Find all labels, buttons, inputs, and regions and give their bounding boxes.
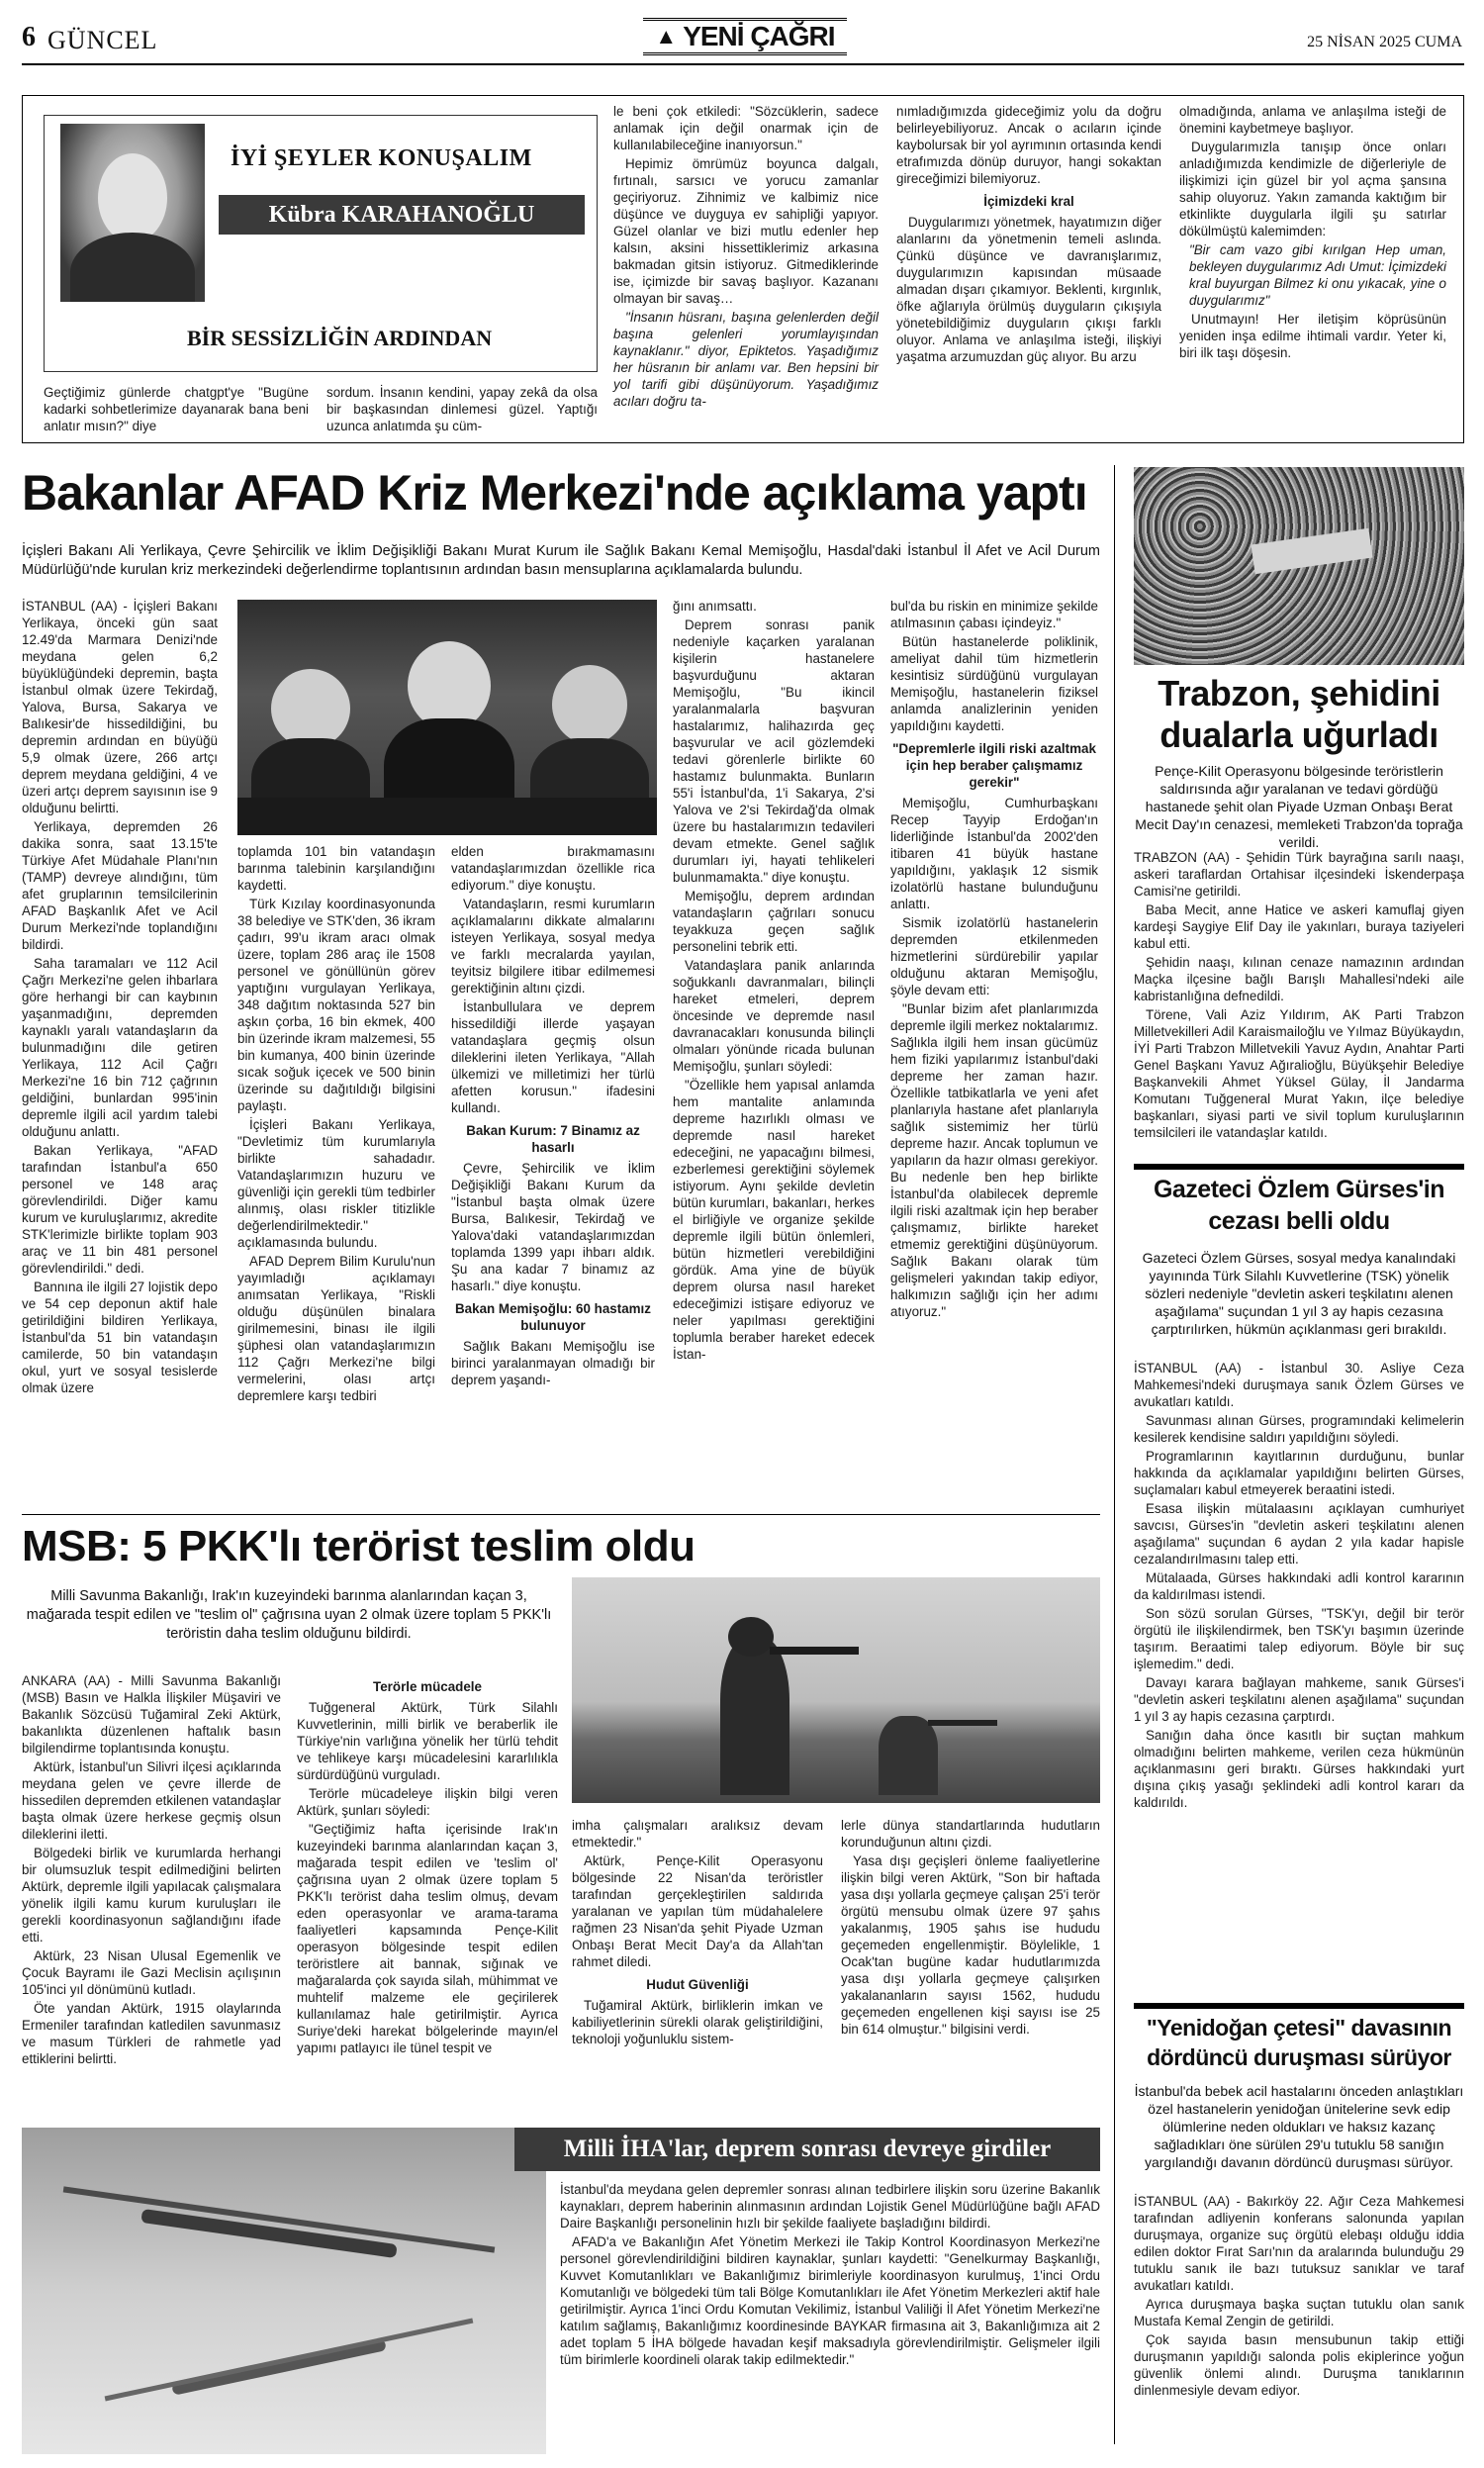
paragraph: Öte yandan Aktürk, 1915 olaylarında Ermeniler tarafından katledilen savunmasız ve masum Türkleri de rahmetle yad ettiklerini belirtti. <box>22 2001 281 2066</box>
paragraph: Vatandaşlara panik anlarında soğukkanlı davranmaları, bilinçli hareket etmeleri, deprem öncesinde ve depremde nasıl davranacakları konusunda bilinçli olmaları yönünde ricada bulunan Memişoğlu, şunları söyledi: <box>673 958 875 1074</box>
paragraph: Sağlık Bakanı Memişoğlu ise birinci yaralanmayan olmadığı bir deprem yaşandı- <box>451 1339 655 1387</box>
paragraph: Hepimiz ömrümüz boyunca dalgalı, fırtınalı, sarsıcı ve yorucu zamanlar geçiriyoruz. Zihnimiz ve kalbimiz nice düşünce ve duyguya ev sahipliği yapıyor. Güzel olanlar ve bizi mutlu edenler hep kalsın, aksini hissettiklerimiz arkasına bakmadan gitsin istiyoruz. Gitmediklerinde ise, içimizde bir savaş başlıyor. Kazananı olmayan bir savaş… <box>613 156 879 306</box>
iha-body <box>560 2181 1100 2370</box>
paragraph: İSTANBUL (AA) - Bakırköy 22. Ağır Ceza Mahkemesi tarafından adliyenin konferans salonunda yapılan duruşmaya, organize suç örgütü elebaşı olduğu iddia edilen doktor Fırat Sarı'nın da aralarında bulunduğu 29 tutuklu sanık ile bazı tutuksuz sanıklar ve taraf avukatları katıldı. <box>1134 2194 1464 2293</box>
paragraph: Bakan Yerlikaya, "AFAD tarafından İstanbul'a 650 personel ve 148 araç görevlendirildi. Diğer kamu kurum ve kuruluşlarımız, akredite STK'lerimizle birlikte toplam 903 araç ve 11 bin 481 personel görevlendirildi." dedi. <box>22 1143 218 1276</box>
paragraph: Deprem sonrası panik nedeniyle kaçarken yaralanan kişilerin hastanelere başvurduğunu aktaran Memişoğlu, "Bu ikincil yaralanmalarla başvuran hastalarımız, halihazırda geç başvurular ve acil gözlemdeki tedavi görenlerle birlikte 60 hastamız bulunmakta. Bunların 55'i İstanbul'da, 1'i Sakarya, 2'si Yalova ve 2'si Tekirdağ'da olmak üzere bu hastalarımızın tedavileri devam etmekte. Genel sağlık durumları iyi, hayati tehlikeleri bulunmamakta." diye konuştu. <box>673 617 875 885</box>
page-number: 6 <box>22 22 36 52</box>
paragraph: Törene, Vali Aziz Yıldırım, AK Parti Trabzon Milletvekilleri Adil Karaismailoğlu ve Yılmaz Büyükaydın, İYİ Parti Trabzon Milletvekili Yavuz Aydın, Anahtar Parti Genel Başkanı Yavuz Ağıralioğlu, Büyükşehir Belediye Başkanvekili Ahmet Yüksel Gülay, İl Jandarma Komutanı Tuğgeneral Murat Yakın, ilçe belediye başkanları, siyasi parti ve sivil toplum kuruluşlarının temsilcileri ile vatandaşlar katıldı. <box>1134 1007 1464 1140</box>
paragraph: Unutmayın! Her iletişim köprüsünün yeniden inşa edilme ihtimali vardır. Yeter ki, biri ilk taşı döşesin. <box>1179 312 1446 360</box>
msb-top-rule <box>22 1514 1100 1515</box>
paragraph: Bölgedeki birlik ve kurumlarda herhangi bir olumsuzluk tespit edilmediğini belirten Aktürk, depremle ilgili yapılacak çalışmalara yönelik ilgili kamu kurum kuruluşları ile gerekli koordinasyonun sağlandığını ifade etti. <box>22 1846 281 1945</box>
afad-deck: İçişleri Bakanı Ali Yerlikaya, Çevre Şehircilik ve İklim Değişikliği Bakanı Murat Kurum ile Sağlık Bakanı Kemal Memişoğlu, Hasdal'daki İstanbul İl Afet ve Acil Durum Müdürlüğü'nde kurulan kriz merkezindeki değerlendirme toplantısının ardından basın mensuplarına açıklamalarda bulundu. <box>22 543 1100 578</box>
paragraph: Memişoğlu, Cumhurbaşkanı Recep Tayyip Erdoğan'ın liderliğinde İstanbul'da 2002'den itibaren 41 büyük hastane yapıldığını, yaklaşık 12 sismik izolatörlü hastane bulunduğunu anlattı. <box>890 796 1098 911</box>
headline-line: "Yenidoğan çetesi" davasının <box>1146 2015 1452 2041</box>
paragraph: AFAD Deprem Bilim Kurulu'nun yayımladığı açıklamayı anımsatan Yerlikaya, "Riskli olduğu düşünülen binalara girilmemesini, binası ile ilgili şüphesi olan vatandaşlarımızın 112 Çağrı Merkezi'ne bilgi vermelerini, olası artçı depremlere karşı tedbiri <box>237 1254 435 1403</box>
paragraph: Vatandaşların, resmi kurumların açıklamalarını dikkate almalarını isteyen Yerlikaya, sosyal medya ve farklı mecralarda yayılan, teyitsiz bilgilere itibar edilmemesi gerektiğinin altını çizdi. <box>451 897 655 996</box>
paragraph: Esasa ilişkin mütalaasını açıklayan cumhuriyet savcısı, Gürses'in "devletin askeri teşkilatını alenen aşağılama" suçundan 6 aydan 2 yıla kadar hapisle cezalandırılmasını talep etti. <box>1134 1501 1464 1566</box>
paragraph: imha çalışmaları aralıksız devam etmektedir." <box>572 1818 823 1850</box>
afad-ministers-photo <box>237 600 657 835</box>
gurses-headline <box>1128 1174 1470 1237</box>
paragraph: Savunması alınan Gürses, programındaki kelimelerin kesilerek kendisine saldırı yapıldığını söyledi. <box>1134 1413 1464 1445</box>
iha-headline-band <box>514 2128 1100 2171</box>
paragraph: bul'da bu riskin en minimize şekilde atılmasının çabası içindeyiz." <box>890 599 1098 630</box>
paragraph: Türk Kızılay koordinasyonunda 38 belediye ve STK'den, 36 ikram çadırı, 99'u ikram aracı olmak üzere, toplam 286 araç ile 1508 personel ve gönüllünün görev yaptığını vurgulayan Yerlikaya, 348 dağıtım noktasında 527 bin aşkın çorba, 16 bin ekmek, 400 bin üzerinde ikram malzemesi, 55 bin kumanya, 400 binin üzerinde sıcak soğuk içecek ve 500 binin üzerinde su dağıtıldığı bilgisini paylaştı. <box>237 897 435 1113</box>
column-text-2: sordum. İnsanın kendini, yapay zekâ da olsa bir başkasından dinlemesi güzel. Yaptığı uzunca anlatımda şu cüm- <box>326 385 598 433</box>
headline-line: dördüncü duruşması sürüyor <box>1147 2044 1451 2070</box>
afad-col-2 <box>237 843 435 1406</box>
paragraph: Aktürk, 23 Nisan Ulusal Egemenlik ve Çocuk Bayramı ile Gazi Meclisin açılışının 105'inci yıl dönümünü kutladı. <box>22 1948 281 1997</box>
paragraph: Davayı karara bağlayan mahkeme, sanık Gürses'i "devletin askeri teşkilatını alenen aşağılama" suçundan 1 yıl 3 ay hapis cezasına çarptırdı. <box>1134 1675 1464 1724</box>
paragraph: Baba Mecit, anne Hatice ve askeri kamuflaj giyen kardeşi Saygiye Elif Day ile yakınları, buraya taziyeleri kabul etti. <box>1134 902 1464 951</box>
trabzon-deck: Pençe-Kilit Operasyonu bölgesinde teröristlerin saldırısında ağır yaralanan ve tedavi gördüğü hastanede şehit olan Piyade Uzman Onbaşı Berat Mecit Day'ın cenazesi, memleketi Trabzon'da toprağa verildi. <box>1135 763 1463 850</box>
paragraph: Aktürk, Pençe-Kilit Operasyonu bölgesinde 22 Nisan'da teröristler tarafından gerçekleştirilen saldırıda yaralanan ve yapılan tüm müdahalelere rağmen 23 Nisan'da şehit Piyade Uzman Onbaşı Berat Mecit Day'a da Allah'tan rahmet diledi. <box>572 1853 823 1969</box>
msb-col-1 <box>22 1672 281 2069</box>
uav-photo <box>22 2128 546 2454</box>
msb-col-4 <box>841 1817 1100 2040</box>
paragraph: Çevre, Şehircilik ve İklim Değişikliği Bakanı Kurum da "İstanbul başta olmak üzere Bursa, Balıkesir, Tekirdağ ve Yalova'daki vatandaşlarımızdan toplamda 1399 yapı ihbarı aldık. Şu ana kadar 7 binamız az hasarlı." diye konuştu. <box>451 1161 655 1293</box>
paragraph: Şehidin naaşı, kılınan cenaze namazının ardından Maçka ilçesine bağlı Barışlı Mahallesi'ndeki aile kabristanlığına defnedildi. <box>1134 955 1464 1003</box>
column-text-3 <box>613 103 879 412</box>
msb-deck: Milli Savunma Bakanlığı, Irak'ın kuzeyindeki barınma alanlarından kaçan 3, mağarada tespit edilen ve "teslim ol" çağrısına uyan 2 olmak üzere toplam 5 PKK'lı teröristin daha teslim olduğunu bildirdi. <box>26 1588 552 1642</box>
issue-date: 25 NİSAN 2025 CUMA <box>1307 34 1462 50</box>
afad-col-5 <box>890 598 1098 1322</box>
soldiers-photo <box>572 1577 1100 1803</box>
paragraph: elden bırakmamasını vatandaşlarımızdan özellikle rica ediyorum." diye konuştu. <box>451 844 655 893</box>
subheading: "Depremlerle ilgili riski azaltmak için hep beraber çalışmamız gerekir" <box>892 741 1096 790</box>
paragraph: Mütalaada, Gürses hakkındaki adli kontrol kararının da kaldırılması istendi. <box>1134 1570 1464 1602</box>
masthead-rule <box>22 63 1464 65</box>
paragraph: ğını anımsattı. <box>673 599 757 614</box>
section-name: GÜNCEL <box>47 26 158 54</box>
paragraph: İSTANBUL (AA) - İçişleri Bakanı Yerlikaya, önceki gün saat 12.49'da Marmara Denizi'nde meydana gelen 6,2 büyüklüğündeki depremin, başta İstanbul olmak üzere Tekirdağ, Yalova, Bursa, Sakarya ve Balıkesir'de hissedildiğini, bu depremin ardından en büyüğü 5,9 olmak üzere, 266 artçı deprem meydana geldiğini, 4 ve üzeri artçı deprem sayısının ise 9 olduğunu belirtti. <box>22 599 218 815</box>
paragraph: "Özellikle hem yapısal anlamda hem mantalite anlamında depreme hazırlıklı olması ve depremde nasıl hareket edeceğini, ne yapacağını bilmesi, ezberlemesi gerektiğini söylemek istiyorum. Aynı şekilde devletin bütün kurumları, bakanları, herkes el birliğiyle ve organize şekilde depremle ilgili bütün önlemleri, bütün hizmetleri verebildiğini gördük. Ama yine de büyük deprem olursa nasıl hareket edeceğimizi istişare ediyoruz ve neler yapılması gerektiğini toplumla beraber hareket edecek İstan- <box>673 1078 875 1362</box>
afad-headline: Bakanlar AFAD Kriz Merkezi'nde açıklama yaptı <box>22 465 1087 521</box>
afad-col-3 <box>451 843 655 1390</box>
paragraph: Terörle mücadeleye ilişkin bilgi veren Aktürk, şunları söyledi: <box>297 1786 558 1818</box>
logo-text: YENİ ÇAĞRI <box>683 21 835 51</box>
right-rail-divider <box>1114 465 1115 2444</box>
paragraph: nımladığımızda gideceğimiz yolu da doğru belirleyebiliyoruz. Ancak o acıların içinde kaybolursak bir yol ayrımının ortasında kendi etrafımızda dönüp duruyor, hangi sokaktan gireceğimizi bilemiyoruz. <box>896 104 1161 186</box>
gurses-body <box>1134 1360 1464 1813</box>
rail-rule-1 <box>1134 1164 1464 1170</box>
logo <box>643 18 847 55</box>
paragraph: Memişoğlu, deprem ardından vatandaşların çağrıları sonucu teyakkuza geçen sağlık personelini tebrik etti. <box>673 889 875 954</box>
paragraph: Ayrıca duruşmaya başka suçtan tutuklu olan sanık Mustafa Kemal Zengin de getirildi. <box>1134 2297 1464 2328</box>
paragraph: Son sözü sorulan Gürses, "TSK'yı, değil bir terör örgütü ile ilişkilendirmek, ben TSK'yı başımın üzerinde taşırım. Beraatimi talep ediyorum. Böyle bir suç işlemedim." dedi. <box>1134 1606 1464 1671</box>
paragraph: Aktürk, İstanbul'un Silivri ilçesi açıklarında meydana gelen ve çevre illerde de hissedilen depremden etkilenen vatandaşlar başta olmak üzere herkese geçmiş olsun dileklerini iletti. <box>22 1759 281 1842</box>
paragraph: Tuğamiral Aktürk, birliklerin imkan ve kabiliyetlerinin sürekli olarak geliştirildiğini, teknoloji yoğunluklu sistem- <box>572 1998 823 2046</box>
headline-line: Trabzon, şehidini <box>1158 673 1440 713</box>
paragraph: Bannına ile ilgili 27 lojistik depo ve 54 cep deponun aktif hale getirildiğini bildiren Yerlikaya, İstanbul'da 51 bin vatandaşın camilerde, 50 bin vatandaşın okul, yurt ve sosyal tesislerde olmak üzere <box>22 1280 218 1395</box>
column-text-4 <box>896 103 1161 367</box>
paragraph: ANKARA (AA) - Milli Savunma Bakanlığı (MSB) Basın ve Halkla İlişkiler Müşaviri ve Bakanlık Sözcüsü Tuğamiral Zeki Aktürk, bakanlıkta düzenlenen haftalık basın bilgilendirme toplantısında konuştu. <box>22 1673 281 1756</box>
iha-headline: Milli İHA'lar, deprem sonrası devreye girdiler <box>563 2136 1052 2162</box>
trabzon-body <box>1134 849 1464 1143</box>
paragraph: Programlarının kayıtlarının durduğunu, bunlar hakkında da açıklamalar yapıldığını belirten Gürses, suçlamaları kabul etmeyerek beraatini istedi. <box>1134 1449 1464 1497</box>
paragraph: İstanbullulara ve deprem hissedildiği illerde yaşayan vatandaşlara geçmiş olsun dileklerini ileten Yerlikaya, "Allah ülkemizi ve milletimizi her türlü afetten korusun." ifadesini kullandı. <box>451 999 655 1115</box>
paragraph: Tuğgeneral Aktürk, Türk Silahlı Kuvvetlerinin, milli birlik ve beraberlik ile Türkiye'nin varlığına yönelik her türlü tehdit ve tehlikeye karşı mücadelesini kararlılıkla sürdürdüğünü vurguladı. <box>297 1700 558 1782</box>
subheading: Bakan Memişoğlu: 60 hastamız bulunuyor <box>455 1301 651 1333</box>
afad-col-4 <box>673 598 875 1365</box>
logo-flame-icon: ▲ <box>655 24 678 48</box>
paragraph: lerle dünya standartlarında hudutların korunduğunun altını çizdi. <box>841 1818 1100 1850</box>
funeral-crowd-photo <box>1134 467 1464 665</box>
paragraph: "Geçtiğimiz hafta içerisinde Irak'ın kuzeyindeki barınma alanlarından kaçan 3, mağarada tespit edilen ve 'teslim ol' çağrısına uyan 2 olmak üzere toplam 5 PKK'lı terörist daha teslim olmuş, devam eden operasyonlar ve arama-tarama faaliyetleri kapsamında Pençe-Kilit operasyon bölgesinde tespit edilen teröristlere ait bannak, sığınak ve mağaralarda çok sayıda silah, mühimmat ve muhtelif malzeme ele geçirilerek kullanılamaz hale getirilmiştir. Ayrıca Suriye'deki harekat bölgelerinde mayın/el yapımı patlayıcı ile tünel tespit ve <box>297 1822 558 2055</box>
paragraph: "Bunlar bizim afet planlarımızda depremle ilgili merkez noktalarımız. Sağlıkla ilgili hem insan gücümüz hem fiziki yapılarımız İstanbul'daki depreme her zaman hazır. Özellikle tatbikatlarla ve yeni afet planlarıyla hastane afet planlarıyla sağlık sistemimiz her türlü depreme hazır. Ancak toplumun ve yapıların da hazır olması gerekiyor. Bu nedenle ben hep birlikte İstanbul'da olabilecek depremle ilgili riski azaltmak için hep beraber çalışmamız, birlikte hareket etmemiz gerektiğini düşünüyorum. Sağlık Bakanı olarak tüm gelişmeleri yakından takip ediyor, halkımızın sağlığı için her adımı atıyoruz." <box>890 1001 1098 1319</box>
paragraph: Saha taramaları ve 112 Acil Çağrı Merkezi'ne gelen ihbarlara göre herhangi bir can kaybının yaşanmadığını, depremden kaynaklı yaralı vatandaşların da bulunmadığını dile getiren Yerlikaya, 112 Acil Çağrı Merkezi'ne 16 bin 712 çağrının geldiğini, bunlardan 995'inin depremle ilgili acil yardım talebi olduğunu anlattı. <box>22 956 218 1139</box>
trabzon-headline <box>1128 673 1470 756</box>
paragraph: Duygularımızı yönetmek, hayatımızın diğer alanlarını da yönetmenin temeli aslında. Çünkü düşünce ve davranışlarımız, duygularımızın kapısından müsaade almadan dışarı çıkamıyor. Beklenti, kırgınlık, öfke ağlarıyla örülmüş duyguların çıkışıyla yönetebildiğimiz duyguların çıkışı farklı oluyor. Anlama ve anlaşılma isteği, ilişkiyi yaşatma arzumuzdan güç alıyor. Bu arzu <box>896 215 1161 364</box>
paragraph: TRABZON (AA) - Şehidin Türk bayrağına sarılı naaşı, askeri taraflardan Ortahisar ilçesindeki İskenderpaşa Camisi'ne getirildi. <box>1134 850 1464 899</box>
paragraph: Sismik izolatörlü hastanelerin depremden etkilenmeden hizmetlerini sürdürebilir yapılar olduğunu aktaran Memişoğlu, şöyle devam etti: <box>890 915 1098 997</box>
subheading: Terörle mücadele <box>373 1679 482 1694</box>
author-photo <box>60 124 205 302</box>
yenidogan-deck: İstanbul'da bebek acil hastalarını önceden anlaştıkları özel hastanelerin yenidoğan ünitelerine sevk edip ölümlerine neden oldukları ve haksız kazanç sağladıkları öne sürülen 29'u tutuklu 58 sanığın yargılandığı davanın dördüncü duruşması sürüyor. <box>1134 2083 1464 2170</box>
paragraph: toplamda 101 bin vatandaşın barınma talebinin karşılandığını kaydetti. <box>237 844 435 893</box>
columnist-box <box>44 115 598 372</box>
paragraph: İSTANBUL (AA) - İstanbul 30. Asliye Ceza Mahkemesi'ndeki duruşmaya sanık Özlem Gürses ve avukatları katıldı. <box>1134 1361 1464 1409</box>
paragraph: AFAD'a ve Bakanlığın Afet Yönetim Merkezi ile Takip Kontrol Koordinasyon Merkezi'ne personel görevlendirildiğini bildiren kaynaklar, şunları kaydetti: "Genelkurmay Başkanlığı, Kuvvet Komutanlıkları ve Bakanlığımız birimleriyle koordinasyon kurulmuş, 1'inci Ordu Komutanlığı ve bölgedeki tüm tali Bölge Komutanlıkları ile Afet Yönetim Merkezleri aktif hale getirilmiştir. Ayrıca 1'inci Ordu Komutan Vekilimiz, İstanbul Valiliği İl Afet Yönetim Merkezi'ne katılım sağlamış, Bakanlığımız koordinesinde BAYKAR firmasına ait 3, Bakanlığımıza ait 2 adet toplam 5 İHA bölgede havadan keşif maksadıyla görevlendirilmiştir. Gelişmeler ilgili tüm birimlerle koordineli olarak takip edilmektedir." <box>560 2234 1100 2367</box>
subheading: İçimizdeki kral <box>983 194 1074 209</box>
paragraph: Sanığın daha önce kasıtlı bir suçtan mahkum olmadığını belirten mahkeme, verilen ceza hükmünün açıklanmasını geri bıraktı. Gürses hakkındaki yurt dışına çıkış yasağı şeklindeki adli kontrol kararı da kaldırıldı. <box>1134 1728 1464 1810</box>
poem: "Bir cam vazo gibi kırılgan Hep uman, bekleyen duygularımız Adı Umut: İçimizdeki kral buyurgan Bilmez ki onu yıkacak, yine o duygularımız" <box>1189 242 1446 308</box>
rail-rule-2 <box>1134 2003 1464 2009</box>
paragraph: "İnsanın hüsranı, başına gelenlerden değil başına gelenleri yorumlayışından kaynaklanır." diyor, Epiktetos. Yaşadığımız her hüsranın bir anlamı var. Ben hepsini bir yol tarifi gibi düşünüyorum. Yaşadığımız acıları doğru ta- <box>613 310 879 409</box>
subheading: Hudut Güvenliği <box>646 1977 749 1992</box>
column-text-1: Geçtiğimiz günlerde chatgpt'ye "Bugüne kadarki sohbetlerimize dayanarak bana beni anlatır mısın?" diye <box>44 385 309 433</box>
yenidogan-body <box>1134 2193 1464 2401</box>
column-text-5 <box>1179 103 1446 363</box>
headline-line: cezası belli oldu <box>1208 1207 1390 1235</box>
paragraph: Çok sayıda basın mensubunun takip ettiği duruşmanın yapıldığı salonda polis ekiplerince yoğun güvenlik önlemi alındı. Duruşma tanıklarının dinlenmesiyle devam ediyor. <box>1134 2332 1464 2398</box>
msb-col-3 <box>572 1817 823 2049</box>
msb-col-2 <box>297 1672 558 2058</box>
subheading: Bakan Kurum: 7 Binamız az hasarlı <box>466 1123 640 1155</box>
column-headline: BİR SESSİZLİĞİN ARDINDAN <box>187 326 493 350</box>
paragraph: Yasa dışı geçişleri önleme faaliyetlerine ilişkin bilgi veren Aktürk, "Son bir haftada yasa dışı yollarla geçmeye çalışan 25'i terör örgütü mensubu olmak üzere 97 şahıs yakalanmış, 1905 şahıs ise hududu geçemeden engellenmiştir. Böylelikle, 1 Ocak'tan bugüne kadar hudutlarımızda yasa dışı yollarla geçmeye çalışırken yakalananların sayısı 1562, hududu geçemeden engellenen kişi sayısı ise 25 bin 614 olmuştur." bilgisini verdi. <box>841 1853 1100 2037</box>
gurses-deck: Gazeteci Özlem Gürses, sosyal medya kanalındaki yayınında Türk Silahlı Kuvvetlerine (TSK) yönelik sözleri nedeniyle "devletin askeri teşkilatını alenen aşağılama" suçundan 1 yıl 3 ay hapis cezasına çarptırılırken, hükmün açıklanması geri bırakıldı. <box>1142 1250 1456 1337</box>
paragraph: le beni çok etkiledi: "Sözcüklerin, sadece anlamak için değil onarmak için de kullanılabileceğine inanıyorsun." <box>613 104 879 152</box>
paragraph: İstanbul'da meydana gelen depremler sonrası alınan tedbirlere ilişkin soru üzerine Bakanlık kaynakları, deprem haberinin alınmasının ardından Lojistik Genel Müdürlüğüne bağlı AFAD Daire Başkanlığı personelinin hızlı bir şekilde faaliyete başladığını bildirdi. <box>560 2182 1100 2231</box>
paragraph: İçişleri Bakanı Yerlikaya, "Devletimiz tüm kurumlarıyla birlikte sahadadır. Vatandaşlarımızın huzuru ve güvenliği için gerekli tüm tedbirler alınmış, olası riskler titizlikle değerlendirilmektedir." açıklamasında bulundu. <box>237 1117 435 1250</box>
paragraph: Duygularımızla tanışıp önce onları anladığımızda kendimizle de diğerleriyle de ilişkimizi için güzel bir yol açma şansına sahip oluyoruz. Yakın zamanda kaktığım bir etkinlikte duygularla ilgili şu satırlar dökülmüştü kalemimden: <box>1179 140 1446 238</box>
msb-headline: MSB: 5 PKK'lı terörist teslim oldu <box>22 1522 696 1570</box>
paragraph: Bütün hastanelerde poliklinik, ameliyat dahil tüm hizmetlerin kesintisiz sürdüğünü vurgulayan Memişoğlu, hastanelerin fiziksel anlamda analizlerinin yeniden yapıldığını kaydetti. <box>890 634 1098 733</box>
paragraph: olmadığında, anlama ve anlaşılma isteği de önemini kaybetmeye başlıyor. <box>1179 104 1446 136</box>
author-name-band <box>219 195 585 235</box>
headline-line: Gazeteci Özlem Gürses'in <box>1153 1176 1445 1203</box>
headline-line: dualarla uğurladı <box>1159 714 1438 755</box>
author-name: Kübra KARAHANOĞLU <box>268 201 535 228</box>
column-title: İYİ ŞEYLER KONUŞALIM <box>231 145 532 171</box>
yenidogan-headline <box>1128 2013 1470 2072</box>
paragraph: Yerlikaya, depremden 26 dakika sonra, saat 13.15'te Türkiye Afet Müdahale Planı'nın (TAMP) devreye alındığını, tüm afet gruplarının temsilcilerinin AFAD Başkanlık Afet ve Acil Durum Merkezi'nde toplandığını bildirdi. <box>22 819 218 952</box>
afad-col-1 <box>22 598 218 1398</box>
